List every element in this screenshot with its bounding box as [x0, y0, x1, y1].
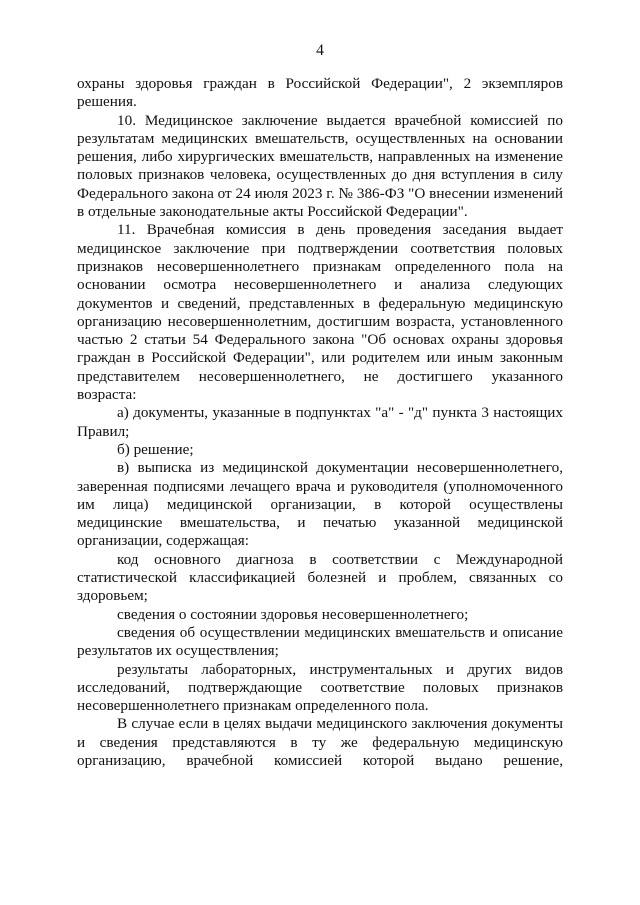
paragraph-item-10: 10. Медицинское заключение выдается врачебной комиссией по результатам медицинских вмешательств, осуществленных на основании решения, либо хирургических вмешательств, направленных на изменение половых признаков человека, осуществленных до дня вступления в силу Федерального закона от 24 июля 2023 г. № 386-ФЗ "О внесении изменений в отдельные законодательные акты Российской Федерации". — [77, 111, 563, 221]
list-item-interventions: сведения об осуществлении медицинских вмешательств и описание результатов их осуществления; — [77, 623, 563, 660]
paragraph-item-11: 11. Врачебная комиссия в день проведения заседания выдает медицинское заключение при подтверждении соответствия половых признаков несовершеннолетнего признакам определенного пола на основании осмотра несовершеннолетнего и анализа следующих документов и сведений, представленных в федеральную медицинскую организацию несовершеннолетним, достигшим возраста, установленного частью 2 статьи 54 Федерального закона "Об основах охраны здоровья граждан в Российской Федерации", или родителем или иным законным представителем несовершеннолетнего, не достигшего указанного возраста: — [77, 221, 563, 404]
subitem-a: а) документы, указанные в подпунктах "а" - "д" пункта 3 настоящих Правил; — [77, 404, 563, 440]
page-number: 4 — [316, 42, 324, 59]
paragraph-continuation: охраны здоровья граждан в Российской Федерации", 2 экземпляров решения. — [77, 75, 563, 111]
list-item-test-results: результаты лабораторных, инструментальных и других видов исследований, подтверждающие соответствие половых признаков несовершеннолетнего признакам определенного пола. — [77, 660, 563, 715]
paragraph-closing: В случае если в целях выдачи медицинского заключения документы и сведения представляются в ту же федеральную медицинскую организацию, врачебной комиссией которой выдано решение, — [77, 715, 563, 769]
subitem-b: б) решение; — [117, 440, 194, 458]
list-item-diagnosis-code: код основного диагноза в соответствии с Международной статистической классификацией болезней и проблем, связанных со здоровьем; — [77, 550, 563, 605]
list-item-health-status: сведения о состоянии здоровья несовершеннолетнего; — [117, 605, 469, 623]
document-body — [77, 75, 563, 770]
subitem-v: в) выписка из медицинской документации несовершеннолетнего, заверенная подписями лечащего врача и руководителя (уполномоченного им лица) медицинской организации, в которой осуществлены медицинские вмешательства, и печатью указанной медицинской организации, содержащая: — [77, 459, 563, 550]
